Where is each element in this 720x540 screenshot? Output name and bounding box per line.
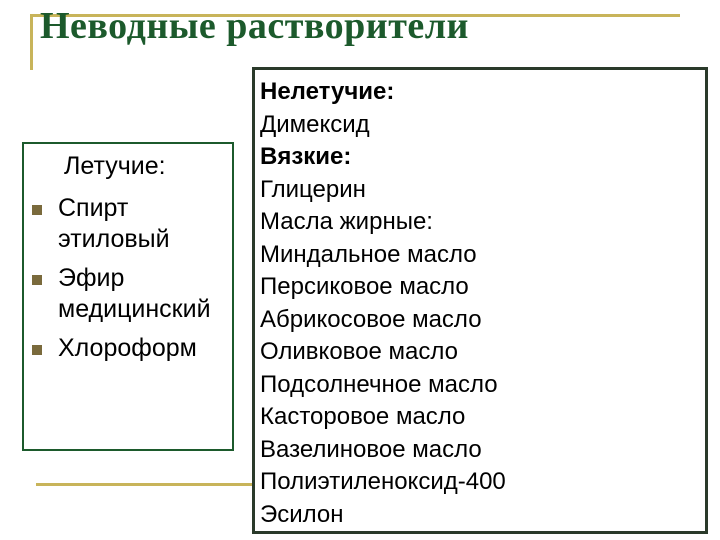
- square-bullet-icon: [32, 275, 42, 285]
- list-item: Димексид: [260, 110, 370, 138]
- nonvolatile-heading: Нелетучие:: [260, 78, 395, 105]
- list-item: [28, 333, 211, 364]
- list-item: Абрикосовое масло: [260, 305, 482, 333]
- list-item: [28, 193, 211, 255]
- frame-left-rule: [30, 14, 33, 70]
- list-item: Полиэтиленоксид-400: [260, 468, 506, 495]
- list-item: Персиковое масло: [260, 273, 469, 300]
- square-bullet-icon: [32, 345, 42, 355]
- square-bullet-icon: [32, 205, 42, 215]
- list-item-line: Спирт: [58, 194, 129, 222]
- list-item: Оливковое масло: [260, 338, 458, 365]
- list-item: Касторовое масло: [260, 403, 466, 430]
- list-item-line: Эфир: [58, 264, 125, 292]
- list-item: Миндальное масло: [260, 240, 477, 268]
- viscous-heading: Вязкие:: [260, 143, 352, 170]
- nonvolatile-list: [260, 76, 506, 531]
- list-item: [28, 263, 211, 325]
- list-item: Вазелиновое масло: [260, 435, 482, 463]
- list-item-line: этиловый: [58, 225, 170, 253]
- list-item: Подсолнечное масло: [260, 370, 498, 398]
- list-item: Масла жирные:: [260, 208, 433, 235]
- list-item-line: Хлороформ: [58, 334, 197, 362]
- list-item: Глицерин: [260, 175, 366, 203]
- list-item-line: медицинский: [58, 295, 211, 323]
- volatile-list: [28, 193, 211, 372]
- slide-title: Неводные растворители: [40, 5, 469, 47]
- list-item: Эсилон: [260, 500, 344, 528]
- volatile-heading: Летучие:: [64, 152, 166, 180]
